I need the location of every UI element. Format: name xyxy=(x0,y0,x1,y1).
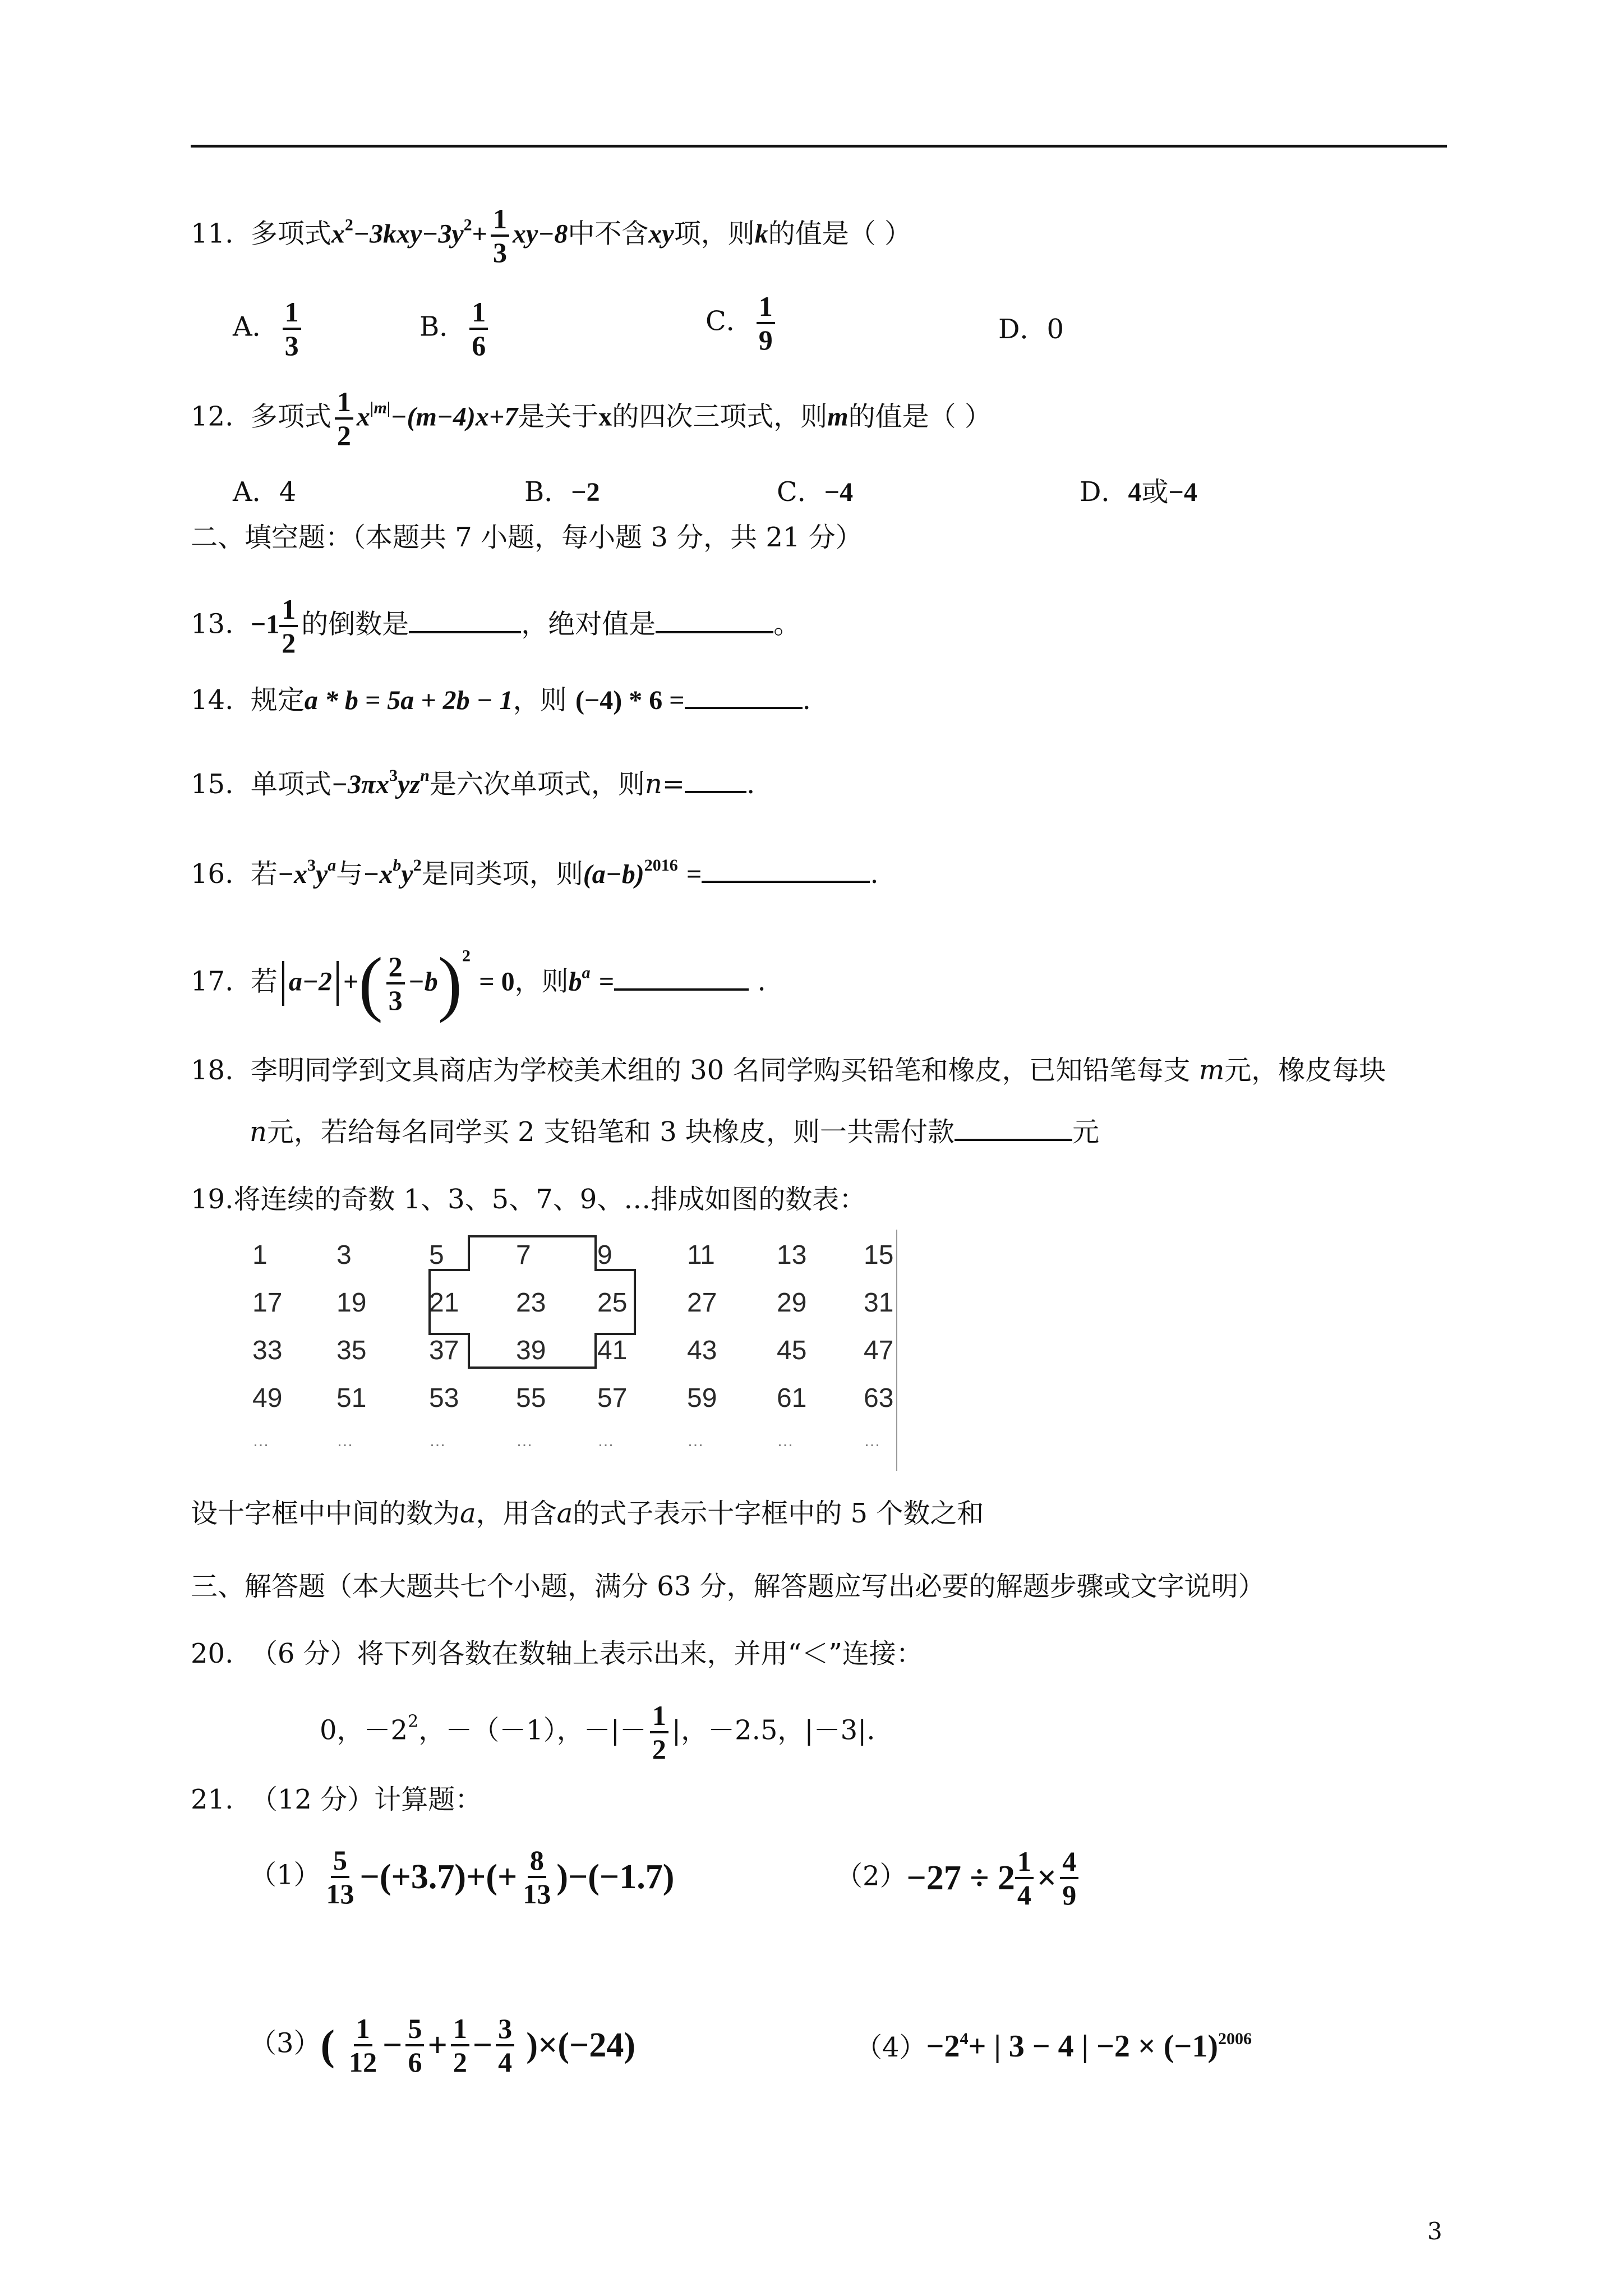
section-3-heading: 三、解答题（本大题共七个小题，满分 63 分，解答题应写出必要的解题步骤或文字说明） xyxy=(191,1571,1265,1602)
table-cell: 7 xyxy=(516,1240,531,1270)
table-ellipsis: … xyxy=(687,1432,704,1450)
table-cell: 15 xyxy=(864,1240,894,1270)
table-cell: 43 xyxy=(687,1336,717,1365)
table-cell: 51 xyxy=(336,1383,367,1413)
table-cell: 9 xyxy=(597,1240,612,1270)
table-ellipsis: … xyxy=(252,1432,269,1450)
table-cell: 21 xyxy=(429,1288,459,1318)
table-cell: 13 xyxy=(777,1240,807,1270)
table-cell: 35 xyxy=(336,1336,367,1365)
q11-option-d: D．0 xyxy=(998,314,1064,345)
q11-option-a: A． $\frac{1}{3}$ xyxy=(233,296,305,361)
table-cell: 19 xyxy=(336,1288,367,1318)
question-19-caption: 设十字框中中间的数为a，用含a的式子表示十字框中的 5 个数之和 xyxy=(191,1498,984,1529)
question-12: 12. 多项式 $\frac{1}{2}$ $x^{|m|}-(m-4)x+7$是关于x的四次三项式，则m的值是（ ） xyxy=(191,386,992,451)
table-cell: 63 xyxy=(864,1383,894,1413)
question-20-numbers: 0，$-2^2$，－（－1），－|－ $\frac{1}{2}$ |，－2.5，|－3|. xyxy=(320,1700,875,1765)
q12-option-d: D．4或−4 xyxy=(1080,476,1197,508)
q11-option-b: B． $\frac{1}{6}$ xyxy=(419,296,491,361)
table-cell: 53 xyxy=(429,1383,459,1413)
question-18-line-2: n元，若给每名同学买 2 支铅笔和 3 块橡皮，则一共需付款 元 xyxy=(250,1116,1100,1148)
fraction: $\frac{1}{3}$ xyxy=(491,203,509,268)
q21-part-3: （3）( $\frac{1}{12}$ − $\frac{5}{6}$ + $\frac{1}{2}$ − $\frac{3}{4}$ )×(−24) xyxy=(250,2013,636,2078)
table-cell: 27 xyxy=(687,1288,717,1318)
table-cell: 49 xyxy=(252,1383,283,1413)
table-ellipsis: … xyxy=(864,1432,880,1450)
table-ellipsis: … xyxy=(516,1432,533,1450)
table-cell: 57 xyxy=(597,1383,628,1413)
q12-option-a: A．4 xyxy=(233,476,297,508)
q12-option-b: B．−2 xyxy=(524,476,600,508)
table-cell: 25 xyxy=(597,1288,628,1318)
table-cell: 1 xyxy=(252,1240,268,1270)
page-number: 3 xyxy=(1427,2217,1442,2245)
table-ellipsis: … xyxy=(597,1432,614,1450)
table-cell: 47 xyxy=(864,1336,894,1365)
question-11: 11. 多项式$x^2-3kxy-3y^2+$ $\frac{1}{3}$ xy−8中不含xy项，则k的值是（ ） xyxy=(191,203,912,268)
question-15: 15. 单项式$-3\pi x^3yz^n$是六次单项式，则n= . xyxy=(191,766,755,800)
q21-part-1: （1） $\frac{5}{13}$ −(+3.7)+(+ $\frac{8}{13}$ )−(−1.7) xyxy=(250,1844,675,1910)
table-cell: 17 xyxy=(252,1288,283,1318)
table-cell: 23 xyxy=(516,1288,546,1318)
table-cell: 55 xyxy=(516,1383,546,1413)
question-13: 13. −1 $\frac{1}{2}$ 的倒数是 ，绝对值是 。 xyxy=(191,593,801,659)
table-ellipsis: … xyxy=(429,1432,446,1450)
table-cell: 5 xyxy=(429,1240,444,1270)
question-20: 20. （6 分）将下列各数在数轴上表示出来，并用“＜”连接： xyxy=(191,1638,923,1669)
table-cell: 61 xyxy=(777,1383,807,1413)
table-cell: 45 xyxy=(777,1336,807,1365)
question-17: 17. 若 a−2 +( $\frac{2}{3}$ −b)$^2$ = 0，则$b^a$ = . xyxy=(191,943,766,1024)
table-ellipsis: … xyxy=(777,1432,794,1450)
q21-part-4: $(4)-2^4+$ | 3 − 4 | $-2 \times (-1)^{2006}$ xyxy=(855,2029,1252,2064)
odd-number-table xyxy=(247,1230,897,1471)
table-cell: 41 xyxy=(597,1336,628,1365)
table-cell: 31 xyxy=(864,1288,894,1318)
question-14: 14. 规定a * b = 5a + 2b − 1，则 (−4) * 6 = . xyxy=(191,684,811,716)
q12-option-c: C．−4 xyxy=(777,476,854,508)
table-cell: 39 xyxy=(516,1336,546,1365)
section-2-heading: 二、填空题：（本题共 7 小题，每小题 3 分，共 21 分） xyxy=(191,522,863,553)
table-cell: 11 xyxy=(687,1240,715,1270)
question-19: 19.将连续的奇数 1、3、5、7、9、…排成如图的数表： xyxy=(191,1184,866,1215)
q21-part-2: （2）−27 ÷ 2 $\frac{1}{4}$ × $\frac{4}{9}$ xyxy=(836,1846,1082,1911)
q11-option-c: C． $\frac{1}{9}$ xyxy=(706,291,778,356)
table-cell: 37 xyxy=(429,1336,459,1365)
table-ellipsis: … xyxy=(336,1432,353,1450)
table-cell: 3 xyxy=(336,1240,352,1270)
table-cell: 59 xyxy=(687,1383,717,1413)
header-rule xyxy=(191,145,1447,148)
table-cell: 33 xyxy=(252,1336,283,1365)
table-cell: 29 xyxy=(777,1288,807,1318)
question-16: 16. 若$-x^3y^a$与$-x^by^2$是同类项，则$(a-b)^{2016}$ = . xyxy=(191,856,879,890)
question-21: 21. （12 分）计算题： xyxy=(191,1784,482,1815)
question-18-line-1: 18. 李明同学到文具商店为学校美术组的 30 名同学购买铅笔和橡皮，已知铅笔每支 m元，橡皮每块 xyxy=(191,1055,1386,1086)
